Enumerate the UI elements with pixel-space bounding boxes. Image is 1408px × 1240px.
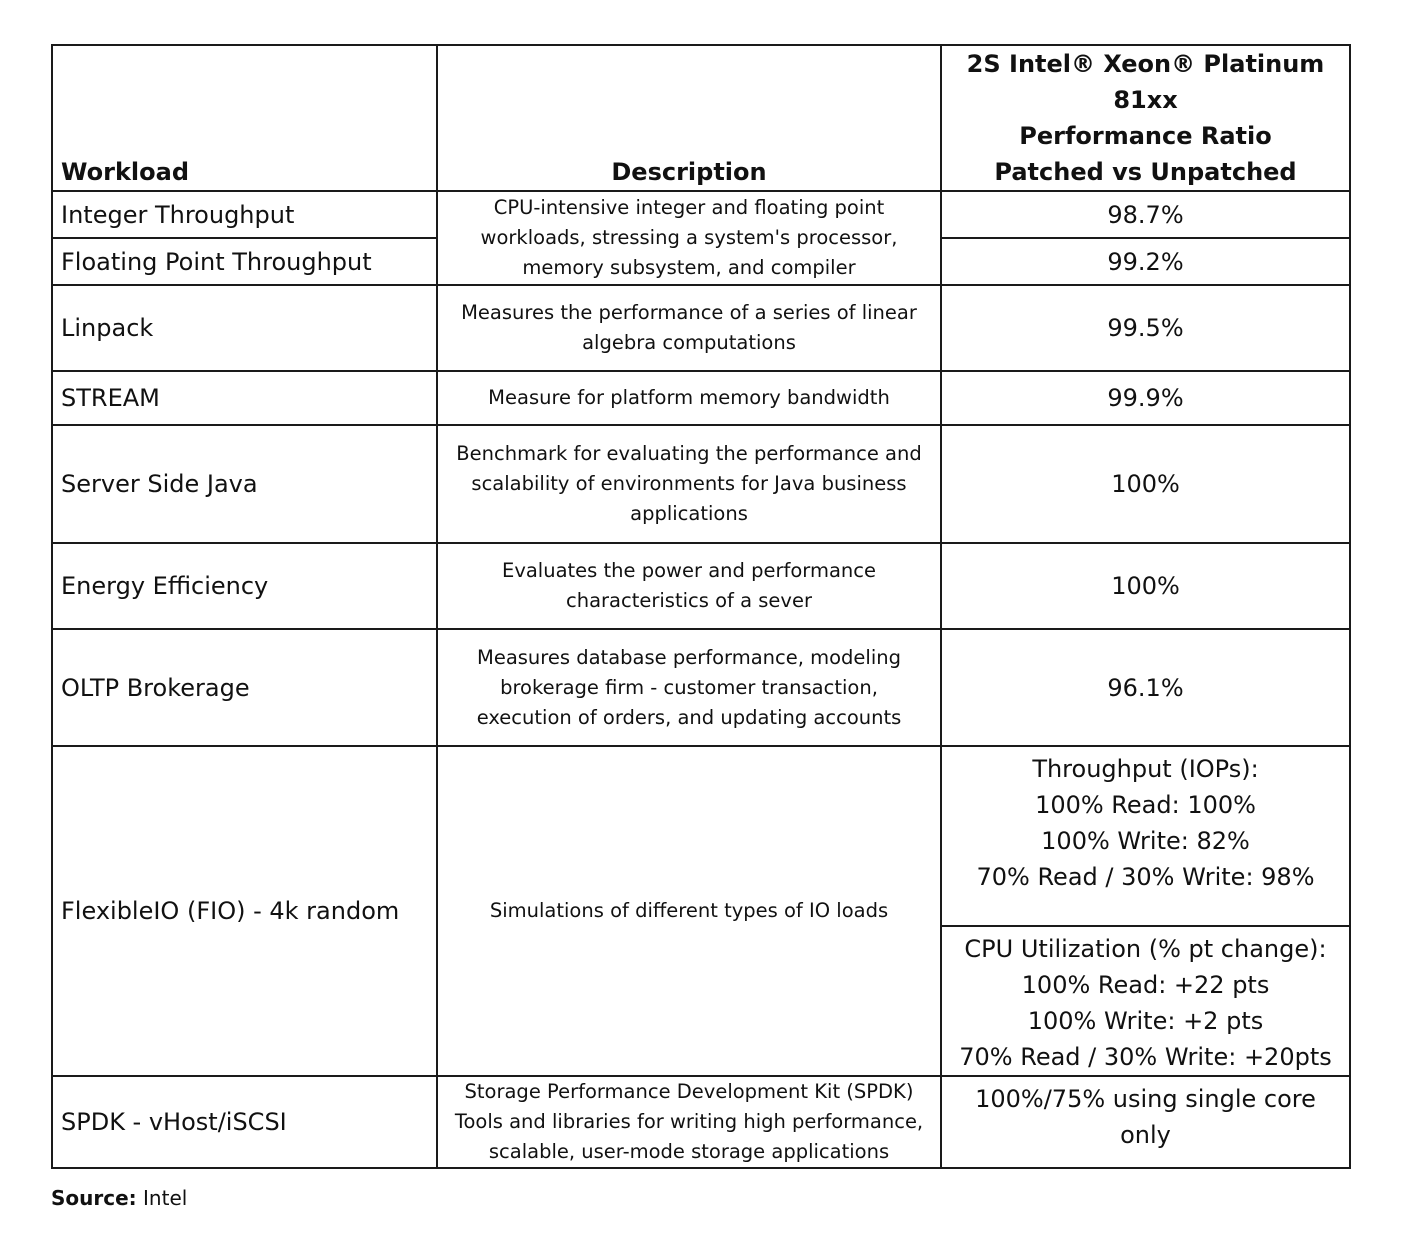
- performance-table: [51, 44, 1351, 1169]
- table-row: [52, 543, 1350, 629]
- description-line: CPU-intensive integer and floating point: [493, 196, 885, 219]
- ratio-line: 70% Read / 30% Write: 98%: [976, 863, 1315, 891]
- workload-floating: Floating Point Throughput: [52, 238, 437, 285]
- description-line: Measures database performance, modeling: [477, 645, 901, 669]
- source-note: [51, 1186, 187, 1210]
- description-line: Measure for platform memory bandwidth: [488, 386, 890, 409]
- ratio-integer: 98.7%: [941, 191, 1350, 238]
- workload-spdk: SPDK - vHost/iSCSI: [52, 1076, 437, 1168]
- header-row: [52, 45, 1350, 191]
- workload-energy: Energy Efficiency: [52, 543, 437, 629]
- header-ratio-line: 2S Intel® Xeon® Platinum 81xx: [966, 50, 1325, 114]
- ratio-stream: 99.9%: [941, 371, 1350, 425]
- description-java: [437, 425, 941, 543]
- table-row: [52, 746, 1350, 926]
- ratio-java: 100%: [941, 425, 1350, 543]
- description-line: brokerage firm - customer transaction,: [500, 675, 878, 699]
- ratio-line: CPU Utilization (% pt change):: [964, 935, 1327, 963]
- description-line: execution of orders, and updating accounts: [476, 705, 902, 729]
- table-row: [52, 285, 1350, 371]
- description-line: Evaluates the power and performance: [502, 559, 876, 582]
- workload-oltp: OLTP Brokerage: [52, 629, 437, 746]
- workload-fio: FlexibleIO (FIO) - 4k random: [52, 746, 437, 1076]
- ratio-line: 70% Read / 30% Write: +20pts: [959, 1043, 1332, 1071]
- description-line: Benchmark for evaluating the performance and: [456, 442, 922, 465]
- description-line: Storage Performance Development Kit (SPDK): [464, 1080, 914, 1103]
- ratio-line: Throughput (IOPs):: [1032, 755, 1259, 783]
- description-line: memory subsystem, and compiler: [522, 256, 856, 279]
- workload-integer: Integer Throughput: [52, 191, 437, 238]
- ratio-fio-cpu: [941, 926, 1350, 1076]
- description-line: Tools and libraries for writing high performance,: [454, 1110, 924, 1133]
- ratio-line: 100% Read: 100%: [1035, 791, 1256, 819]
- ratio-linpack: 99.5%: [941, 285, 1350, 371]
- ratio-line: only: [1120, 1121, 1171, 1149]
- ratio-line: 100% Write: 82%: [1041, 827, 1250, 855]
- ratio-energy: 100%: [941, 543, 1350, 629]
- header-ratio: [941, 45, 1350, 191]
- description-line: algebra computations: [582, 331, 796, 354]
- ratio-fio-throughput: [941, 746, 1350, 926]
- workload-java: Server Side Java: [52, 425, 437, 543]
- header-workload: Workload: [52, 45, 437, 191]
- ratio-line: 100%/75% using single core: [975, 1085, 1316, 1113]
- description-fio: Simulations of different types of IO loads: [437, 746, 941, 1076]
- ratio-line: 100% Write: +2 pts: [1027, 1007, 1264, 1035]
- workload-stream: STREAM: [52, 371, 437, 425]
- ratio-floating: 99.2%: [941, 238, 1350, 285]
- description-stream: [437, 371, 941, 425]
- description-line: scalability of environments for Java business: [471, 472, 907, 495]
- description-int-float: [437, 191, 941, 285]
- source-label: Source:: [51, 1186, 137, 1210]
- workload-linpack: Linpack: [52, 285, 437, 371]
- header-ratio-line: Patched vs Unpatched: [994, 158, 1297, 186]
- ratio-line: 100% Read: +22 pts: [1021, 971, 1270, 999]
- ratio-oltp: 96.1%: [941, 629, 1350, 746]
- description-linpack: [437, 285, 941, 371]
- table-row: [52, 371, 1350, 425]
- description-spdk: [437, 1076, 941, 1168]
- table-row: [52, 1076, 1350, 1168]
- ratio-spdk: [941, 1076, 1350, 1168]
- description-energy: [437, 543, 941, 629]
- description-line: applications: [630, 502, 748, 525]
- table-row: [52, 425, 1350, 543]
- description-line: workloads, stressing a system's processor,: [480, 226, 898, 249]
- description-line: scalable, user-mode storage applications: [488, 1140, 890, 1163]
- description-oltp: [437, 629, 941, 746]
- table-row: [52, 629, 1350, 746]
- description-line: Measures the performance of a series of linear: [461, 301, 917, 324]
- header-ratio-line: Performance Ratio: [1019, 122, 1272, 150]
- header-description: Description: [437, 45, 941, 191]
- description-line: characteristics of a sever: [566, 589, 812, 612]
- table-row: [52, 191, 1350, 238]
- source-value: Intel: [143, 1186, 188, 1210]
